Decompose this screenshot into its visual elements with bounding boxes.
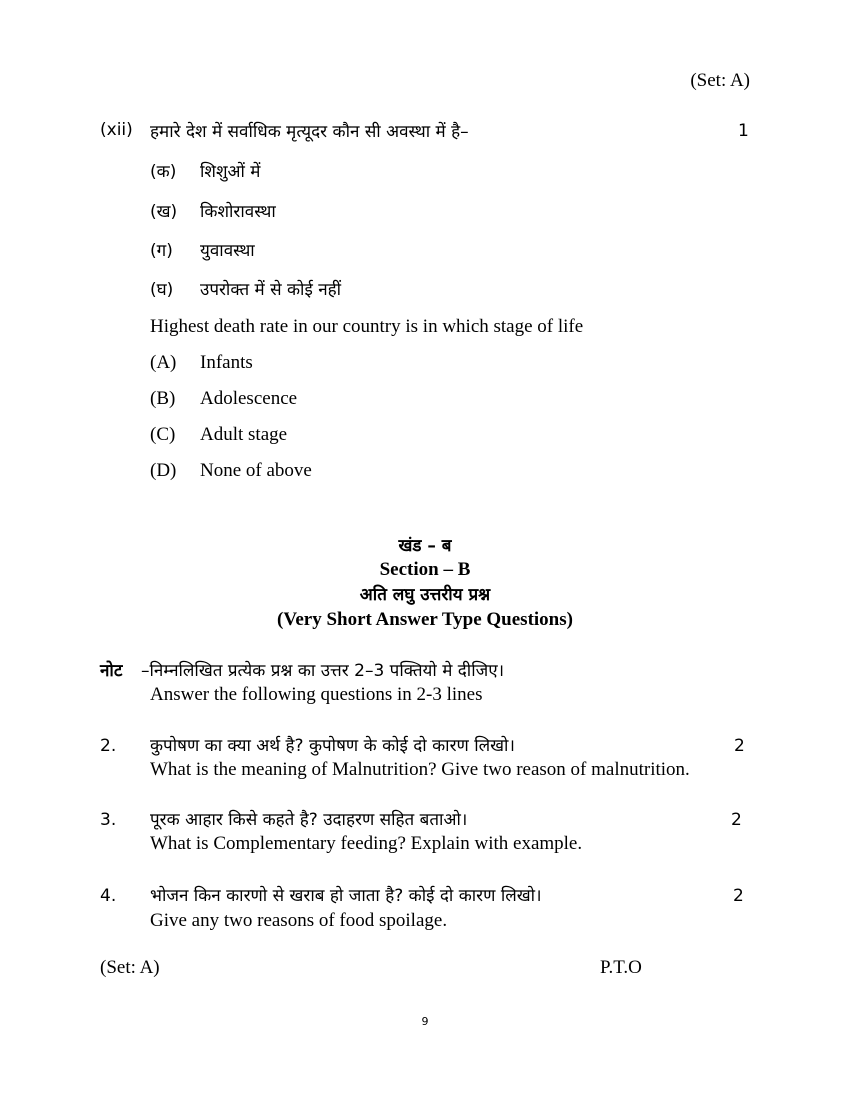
- set-label-header: (Set: A): [690, 70, 750, 91]
- question-number: 3.: [100, 810, 117, 830]
- question-number: 4.: [100, 886, 117, 906]
- option-text-gha: उपरोक्त में से कोई नहीं: [200, 280, 342, 300]
- question-english-text: Give any two reasons of food spoilage.: [150, 910, 448, 931]
- option-text-b: Adolescence: [200, 388, 298, 409]
- option-label-a: (A): [150, 352, 177, 373]
- option-label-ka: (क): [150, 162, 177, 182]
- option-text-c: Adult stage: [200, 424, 288, 445]
- option-text-ga: युवावस्था: [200, 241, 255, 261]
- note-label: नोट: [100, 661, 123, 681]
- question-marks: 2: [734, 736, 745, 756]
- note-english-text: Answer the following questions in 2-3 lines: [150, 684, 483, 705]
- option-label-ga: (ग): [150, 241, 173, 261]
- option-label-gha: (घ): [150, 280, 174, 300]
- question-hindi-text: पूरक आहार किसे कहते है? उदाहरण सहित बताओ।: [150, 810, 468, 830]
- question-hindi-text: कुपोषण का क्या अर्थ है? कुपोषण के कोई दो कारण लिखो।: [150, 736, 515, 756]
- pto-label: P.T.O: [600, 957, 642, 978]
- question-hindi-text: हमारे देश में सर्वाधिक मृत्यूदर कौन सी अवस्था में है–: [150, 122, 469, 142]
- question-marks: 2: [733, 886, 744, 906]
- question-english-text: Highest death rate in our country is in which stage of life: [150, 316, 584, 337]
- option-text-d: None of above: [200, 460, 312, 481]
- option-label-b: (B): [150, 388, 176, 409]
- question-english-text: What is the meaning of Malnutrition? Give two reason of malnutrition.: [150, 759, 690, 780]
- question-hindi-text: भोजन किन कारणो से खराब हो जाता है? कोई दो कारण लिखो।: [150, 886, 542, 906]
- question-english-text: What is Complementary feeding? Explain with example.: [150, 833, 583, 854]
- option-label-d: (D): [150, 460, 177, 481]
- option-label-c: (C): [150, 424, 176, 445]
- option-label-kha: (ख): [150, 202, 178, 222]
- option-text-a: Infants: [200, 352, 253, 373]
- question-marks: 1: [738, 121, 749, 141]
- set-label-footer: (Set: A): [100, 957, 160, 978]
- section-hindi-heading: खंड – ब: [398, 536, 452, 556]
- question-number: (xii): [100, 120, 133, 140]
- page-number: 9: [421, 1015, 429, 1028]
- question-number: 2.: [100, 736, 117, 756]
- section-english-heading: Section – B: [379, 559, 471, 580]
- option-text-ka: शिशुओं में: [200, 162, 261, 182]
- option-text-kha: किशोरावस्था: [200, 202, 276, 222]
- section-hindi-subheading: अति लघु उत्तरीय प्रश्न: [359, 585, 491, 605]
- section-english-subheading: (Very Short Answer Type Questions): [277, 609, 573, 630]
- question-marks: 2: [731, 810, 742, 830]
- note-hindi-text: –निम्नलिखित प्रत्येक प्रश्न का उत्तर 2–3 पक्तियो मे दीजिए।: [141, 661, 505, 681]
